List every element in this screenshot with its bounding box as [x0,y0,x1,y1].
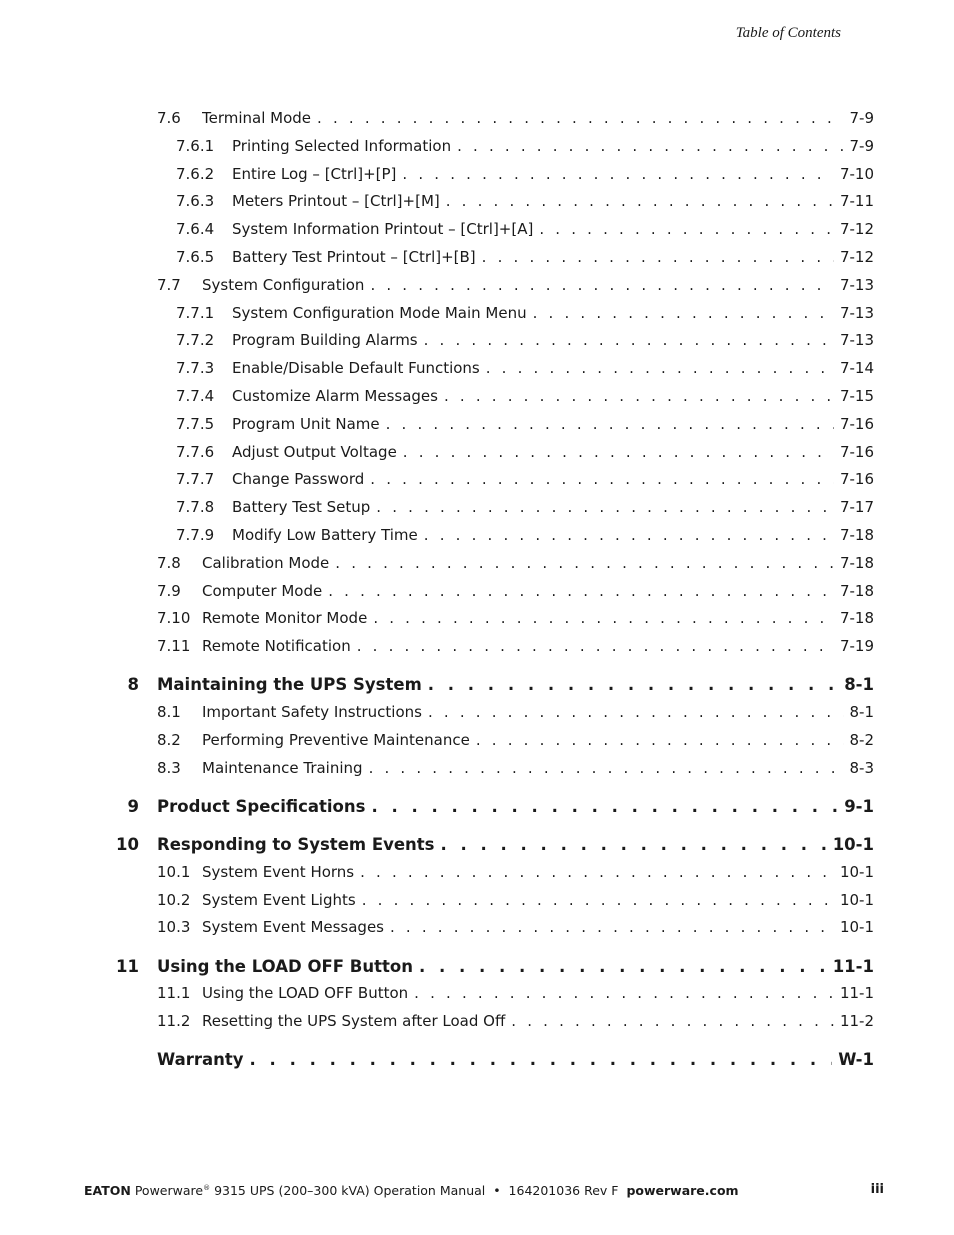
toc-entry-line [232,244,874,272]
toc-entry-title: System Information Printout – [Ctrl]+[A] [232,220,534,239]
toc-entry-page: 8-1 [844,675,874,695]
toc-entry-number: 7.7.3 [176,359,215,378]
toc-entry-line [157,831,874,859]
dot-leader [441,831,827,859]
toc-entry-number: 7.7 [157,275,181,294]
toc-entry-line [202,633,874,661]
toc-entry-title: Using the LOAD OFF Button [157,956,413,976]
dot-leader [446,188,834,216]
toc-entry-line [202,1008,874,1036]
toc-entry-page: W-1 [838,1050,874,1070]
toc-entry-line [202,887,874,915]
toc-chapter-entry [0,793,954,821]
toc-entry-number: 7.11 [157,637,191,656]
toc-entry-page: 11-1 [839,984,874,1003]
toc-entry-number: 7.7.8 [176,498,215,517]
toc-entry-number: 7.6.2 [176,164,215,183]
footer-doc-number: 164201036 Rev F [508,1183,619,1198]
table-of-contents [0,105,954,1074]
toc-entry-page: 7-14 [839,359,874,378]
toc-entry-title: Product Specifications [157,796,366,816]
toc-entry-title: System Event Lights [202,890,356,909]
dot-leader [317,105,843,133]
dot-leader [373,605,834,633]
toc-section-entry [0,550,954,578]
toc-chapter-entry [0,831,954,859]
toc-entry-number: 7.6.1 [176,136,215,155]
toc-entry-line [202,605,874,633]
toc-entry-number: 7.8 [157,553,181,572]
toc-entry-title: Terminal Mode [202,109,312,127]
toc-entry-line [202,755,874,783]
toc-entry-title: Resetting the UPS System after Load Off [202,1012,506,1031]
dot-leader [376,494,834,522]
toc-entry-page: 7-16 [839,442,874,461]
toc-entry-number: 7.10 [157,609,191,628]
toc-entry-title: System Event Messages [202,918,384,937]
dot-leader [444,383,834,411]
toc-entry-title: Remote Notification [202,637,351,656]
toc-entry-line [157,953,874,981]
toc-entry-page: 7-15 [839,386,874,405]
toc-entry-number: 8 [127,675,139,695]
toc-section-entry [0,411,954,439]
toc-entry-page: 10-1 [839,918,874,937]
toc-entry-number: 8.3 [157,758,181,777]
toc-entry-page: 7-10 [839,164,874,183]
dot-leader [250,1046,833,1074]
toc-entry-number: 11.2 [157,1012,191,1031]
page-footer [84,1183,739,1198]
dot-leader [402,161,834,189]
toc-section-entry [0,755,954,783]
toc-section-entry [0,466,954,494]
toc-entry-title: Performing Preventive Maintenance [202,730,470,749]
toc-entry-page: 10-1 [839,890,874,909]
dot-leader [482,244,834,272]
toc-entry-number: 7.7.5 [176,414,215,433]
dot-leader [370,466,834,494]
toc-section-entry [0,161,954,189]
toc-entry-number: 8.2 [157,730,181,749]
toc-entry-line [202,105,874,133]
toc-entry-line [202,578,874,606]
toc-entry-line [202,859,874,887]
toc-entry-title: Entire Log – [Ctrl]+[P] [232,164,397,183]
toc-section-entry [0,859,954,887]
toc-entry-title: Enable/Disable Default Functions [232,359,480,378]
toc-section-entry [0,494,954,522]
toc-entry-page: 11-2 [839,1012,874,1031]
toc-entry-page: 10-1 [839,862,874,881]
toc-entry-number: 7.7.1 [176,303,215,322]
toc-section-entry [0,105,954,133]
toc-section-entry [0,300,954,328]
toc-entry-title: Meters Printout – [Ctrl]+[M] [232,192,440,211]
page-number: iii [870,1182,884,1197]
toc-entry-page: 11-1 [832,956,874,976]
toc-entry-title: Responding to System Events [157,835,435,855]
toc-entry-page: 7-16 [839,414,874,433]
toc-section-entry [0,244,954,272]
dot-leader [424,327,834,355]
toc-section-entry [0,439,954,467]
toc-chapter-entry [0,1046,954,1074]
toc-section-entry [0,327,954,355]
toc-entry-line [157,671,874,699]
toc-entry-title: Maintaining the UPS System [157,675,422,695]
toc-section-entry [0,605,954,633]
toc-entry-page: 9-1 [844,796,874,816]
toc-entry-number: 7.7.9 [176,525,215,544]
toc-section-entry [0,133,954,161]
toc-entry-title: Maintenance Training [202,758,363,777]
dot-leader [390,914,834,942]
running-head: Table of Contents [735,25,841,41]
dot-leader [370,272,834,300]
toc-entry-title: Important Safety Instructions [202,703,422,722]
toc-entry-title: Change Password [232,470,365,489]
toc-entry-line [232,522,874,550]
toc-entry-line [202,272,874,300]
toc-entry-line [232,466,874,494]
toc-section-entry [0,633,954,661]
toc-entry-number: 11.1 [157,984,191,1003]
toc-section-entry [0,1008,954,1036]
toc-entry-page: 7-13 [839,275,874,294]
toc-section-entry [0,887,954,915]
toc-entry-number: 7.6.5 [176,247,215,266]
dot-leader [360,859,834,887]
toc-entry-line [202,727,874,755]
toc-entry-number: 10.3 [157,918,191,937]
footer-brand: EATON [84,1183,131,1198]
dot-leader [428,671,838,699]
toc-chapter-entry [0,953,954,981]
toc-entry-page: 8-1 [849,703,874,722]
dot-leader [476,727,844,755]
toc-entry-number: 9 [127,796,139,816]
toc-section-entry [0,699,954,727]
toc-entry-title: Battery Test Printout – [Ctrl]+[B] [232,247,476,266]
toc-entry-page: 7-18 [839,609,874,628]
toc-section-entry [0,383,954,411]
footer-bullet: • [493,1183,501,1198]
toc-entry-number: 10.2 [157,890,191,909]
toc-section-entry [0,216,954,244]
toc-entry-title: Program Building Alarms [232,331,418,350]
dot-leader [362,887,834,915]
toc-entry-page: 10-1 [832,835,874,855]
registered-mark: ® [203,1183,211,1192]
toc-entry-title: Modify Low Battery Time [232,525,418,544]
dot-leader [424,522,834,550]
toc-entry-number: 10 [116,835,139,855]
toc-entry-number: 7.6 [157,109,181,127]
toc-entry-line [232,161,874,189]
toc-entry-page: 7-9 [849,136,874,155]
toc-entry-line [232,188,874,216]
toc-entry-title: Calibration Mode [202,553,330,572]
toc-section-entry [0,980,954,1008]
dot-leader [511,1008,834,1036]
toc-section-entry [0,914,954,942]
toc-entry-line [157,1046,874,1074]
dot-leader [371,793,838,821]
toc-entry-page: 7-17 [839,498,874,517]
dot-leader [539,216,834,244]
toc-entry-title: System Configuration [202,275,365,294]
dot-leader [357,633,834,661]
toc-entry-line [157,793,874,821]
toc-entry-line [232,411,874,439]
toc-entry-number: 7.6.4 [176,220,215,239]
footer-description: 9315 UPS (200–300 kVA) Operation Manual [214,1183,486,1198]
toc-entry-number: 7.9 [157,581,181,600]
toc-entry-number: 7.7.2 [176,331,215,350]
toc-entry-line [202,914,874,942]
toc-section-entry [0,727,954,755]
toc-entry-line [202,550,874,578]
toc-section-entry [0,272,954,300]
toc-entry-line [232,439,874,467]
dot-leader [428,699,844,727]
toc-entry-line [232,327,874,355]
toc-entry-title: Program Unit Name [232,414,380,433]
toc-entry-title: System Configuration Mode Main Menu [232,303,527,322]
toc-entry-page: 7-12 [839,247,874,266]
toc-section-entry [0,188,954,216]
dot-leader [486,355,834,383]
dot-leader [533,300,834,328]
toc-entry-title: Computer Mode [202,581,323,600]
toc-entry-page: 7-13 [839,331,874,350]
dot-leader [403,439,834,467]
toc-entry-title: Adjust Output Voltage [232,442,397,461]
toc-entry-number: 11 [116,956,139,976]
toc-entry-page: 7-18 [839,525,874,544]
dot-leader [335,550,834,578]
toc-entry-line [232,216,874,244]
toc-entry-number: 7.6.3 [176,192,215,211]
toc-entry-number: 10.1 [157,862,191,881]
toc-entry-title: Remote Monitor Mode [202,609,368,628]
toc-entry-title: Warranty [157,1050,244,1070]
toc-entry-number: 7.7.6 [176,442,215,461]
toc-entry-line [232,383,874,411]
toc-section-entry [0,355,954,383]
toc-entry-page: 7-18 [839,553,874,572]
toc-entry-line [232,300,874,328]
toc-entry-page: 8-2 [849,730,874,749]
toc-entry-number: 7.7.4 [176,386,215,405]
toc-entry-line [202,980,874,1008]
toc-section-entry [0,522,954,550]
toc-entry-page: 7-19 [839,637,874,656]
toc-entry-number: 7.7.7 [176,470,215,489]
dot-leader [328,578,834,606]
toc-entry-number: 8.1 [157,703,181,722]
dot-leader [369,755,844,783]
toc-entry-page: 8-3 [849,758,874,777]
dot-leader [457,133,843,161]
toc-section-entry [0,578,954,606]
toc-entry-page: 7-9 [849,109,874,127]
toc-entry-line [232,355,874,383]
dot-leader [419,953,827,981]
toc-entry-page: 7-16 [839,470,874,489]
toc-entry-page: 7-13 [839,303,874,322]
toc-entry-line [202,699,874,727]
toc-entry-title: System Event Horns [202,862,355,881]
toc-entry-line [232,133,874,161]
toc-entry-page: 7-18 [839,581,874,600]
toc-entry-title: Printing Selected Information [232,136,452,155]
dot-leader [386,411,834,439]
toc-entry-title: Battery Test Setup [232,498,371,517]
footer-website: powerware.com [626,1183,739,1198]
toc-entry-page: 7-12 [839,220,874,239]
toc-entry-page: 7-11 [839,192,874,211]
toc-entry-title: Customize Alarm Messages [232,386,438,405]
dot-leader [414,980,834,1008]
toc-entry-line [232,494,874,522]
toc-entry-title: Using the LOAD OFF Button [202,984,409,1003]
toc-chapter-entry [0,671,954,699]
footer-product: Powerware [134,1183,204,1198]
